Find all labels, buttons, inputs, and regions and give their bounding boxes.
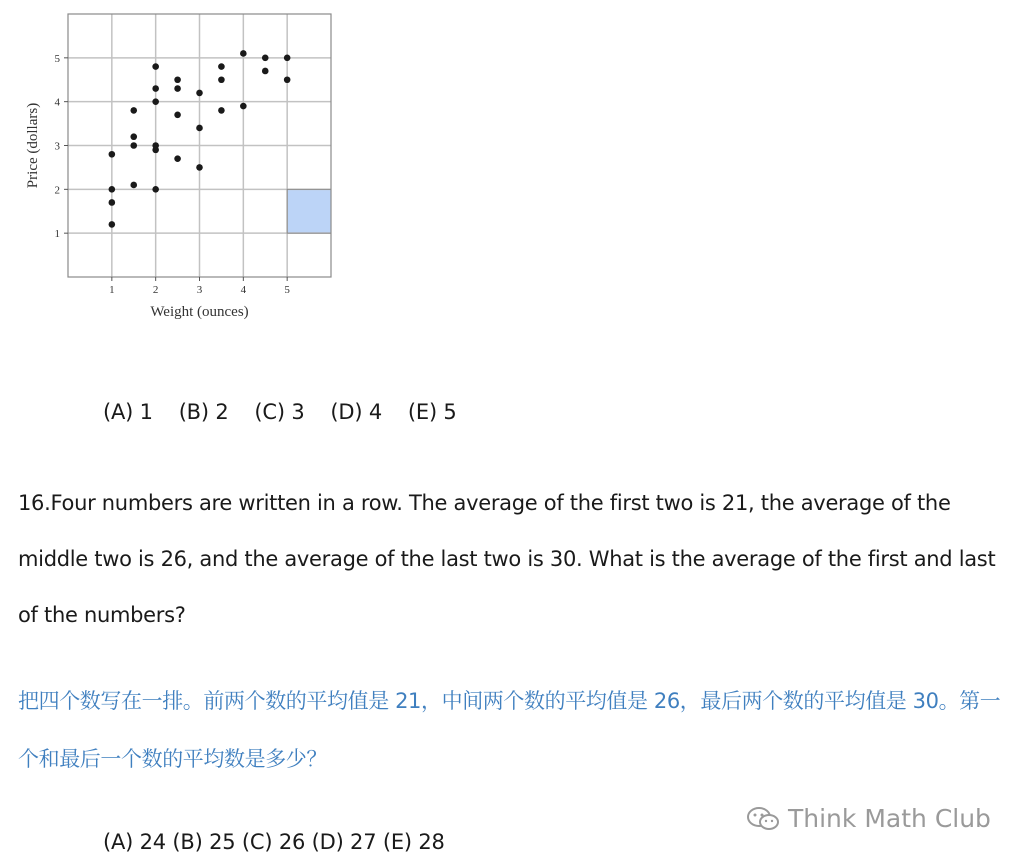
data-point: [109, 199, 116, 206]
answer-choices-q15: (A) 1 (B) 2 (C) 3 (D) 4 (E) 5: [103, 400, 457, 424]
data-point: [152, 147, 159, 154]
data-point: [218, 63, 225, 70]
data-point: [174, 155, 181, 162]
data-point: [130, 133, 137, 140]
data-point: [240, 50, 247, 57]
data-point: [174, 112, 181, 119]
data-point: [218, 76, 225, 83]
data-point: [130, 107, 137, 114]
y-tick-label: 5: [54, 52, 60, 65]
data-point: [262, 68, 269, 75]
data-point: [152, 186, 159, 193]
y-tick-label: 3: [54, 140, 60, 153]
y-tick-label: 2: [54, 184, 60, 197]
data-point: [130, 142, 137, 149]
question-16-chinese: 把四个数写在一排。前两个数的平均值是 21，中间两个数的平均值是 26，最后两个数的平均值是 30。第一个和最后一个数的平均数是多少？: [18, 689, 1001, 771]
data-point: [152, 98, 159, 105]
data-point: [152, 63, 159, 70]
data-point: [174, 76, 181, 83]
x-axis-label: Weight (ounces): [150, 304, 249, 320]
data-point: [109, 151, 116, 158]
scatter-plot-svg: [0, 0, 360, 330]
data-point: [109, 186, 116, 193]
data-point: [196, 125, 203, 132]
x-tick-label: 3: [196, 284, 203, 296]
y-tick-label: 1: [54, 228, 60, 241]
data-point: [109, 221, 116, 228]
y-tick-label: 4: [54, 96, 60, 109]
watermark: [746, 804, 991, 833]
x-tick-label: 4: [240, 284, 247, 296]
highlight-cell: [287, 189, 331, 233]
x-tick-label: 2: [152, 284, 159, 296]
data-point: [218, 107, 225, 114]
question-16-english: 16.Four numbers are written in a row. The average of the first two is 21, the average of the middle two is 26, and the average of the last two is 30. What is the average of the first and last of the numbers?: [18, 491, 996, 627]
data-point: [240, 103, 247, 110]
data-point: [196, 90, 203, 97]
answer-choices-q16: (A) 24 (B) 25 (C) 26 (D) 27 (E) 28: [103, 830, 445, 854]
data-point: [152, 85, 159, 92]
data-point: [196, 164, 203, 171]
data-point: [174, 85, 181, 92]
wechat-icon: [746, 805, 782, 833]
data-point: [284, 76, 291, 83]
y-axis-label: Price (dollars): [25, 102, 41, 189]
x-tick-label: 1: [109, 284, 115, 296]
x-tick-label: 5: [284, 284, 290, 296]
scatter-chart: [0, 0, 360, 330]
data-point: [262, 55, 269, 62]
data-point: [130, 182, 137, 189]
watermark-text: Think Math Club: [788, 804, 991, 833]
data-point: [284, 55, 291, 62]
